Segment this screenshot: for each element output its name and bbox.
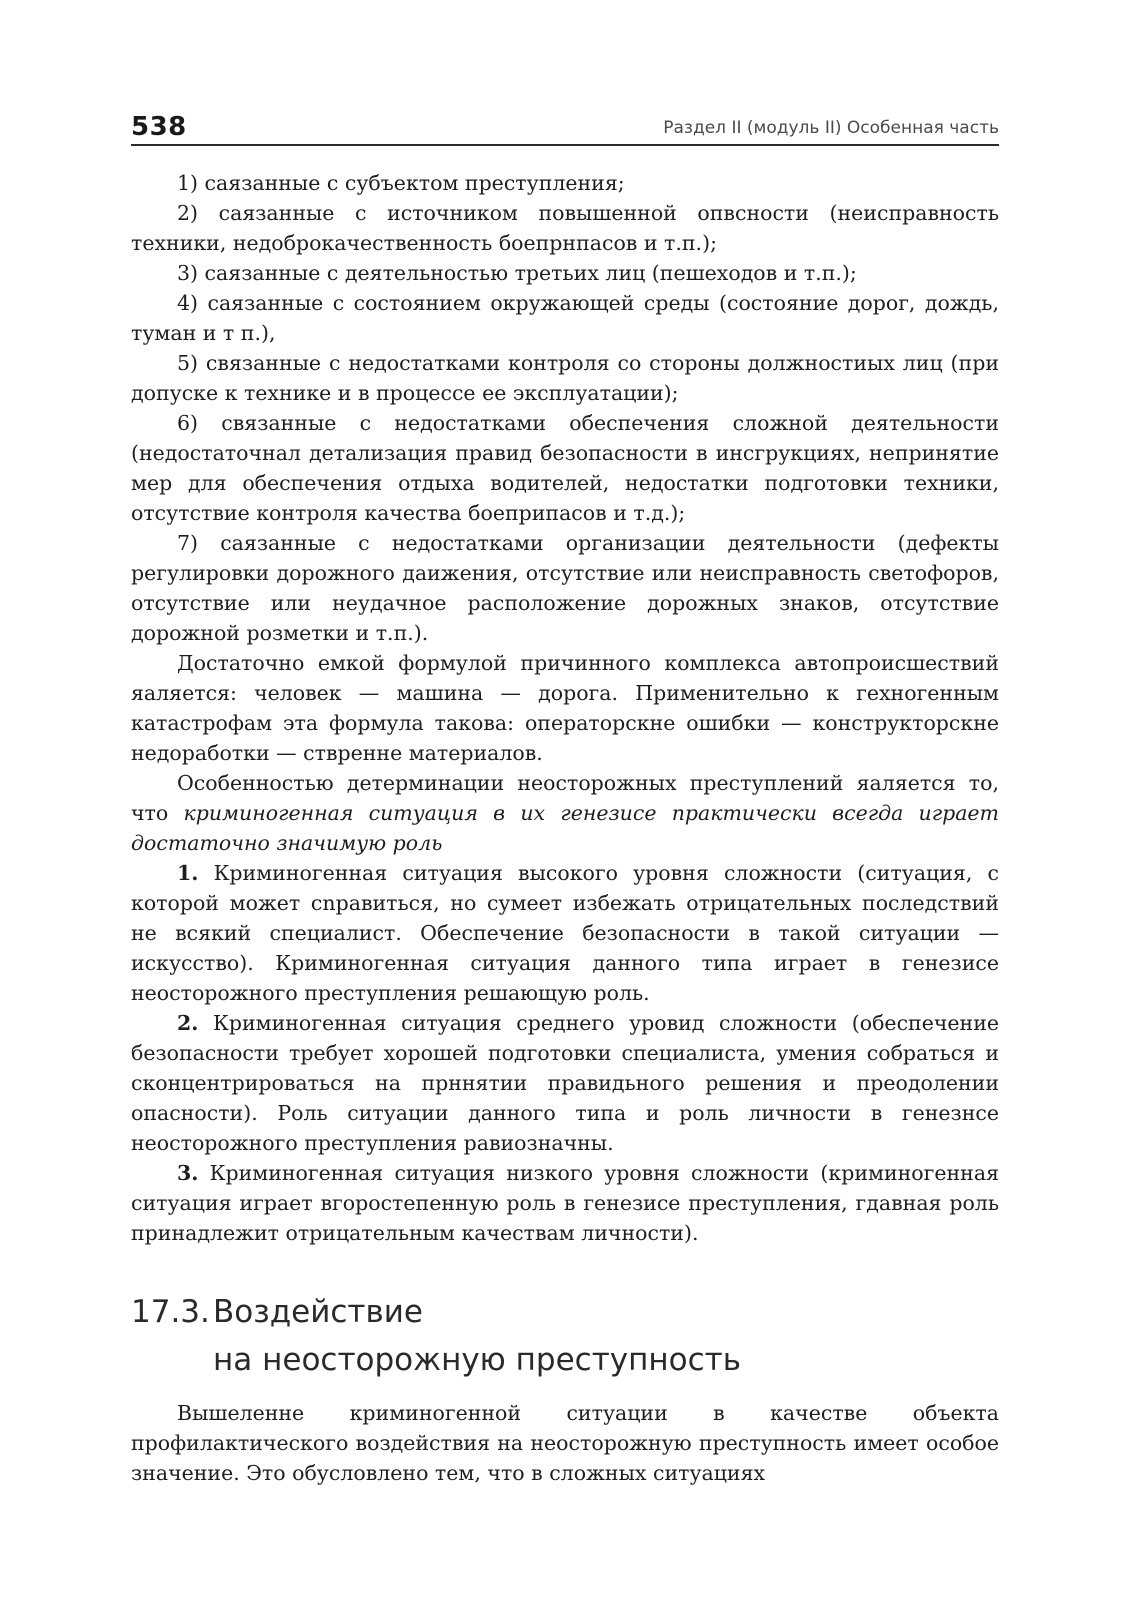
list-item: 3) саязанные с деятельностью третьих лиц (пешеходов и т.п.); (177, 261, 857, 285)
list-item: 2) саязанные с источником повышенной опвсности (неисправность техники, недоброкачественность боепрнпасов и т.п.); (131, 201, 999, 255)
determination-text: Особенностью детерминации неосторожных преступлений яаляется то, что (131, 771, 999, 825)
situation-level-text: Криминогенная ситуация высокого уровня сложности (ситуация, с которой может сnравиться, но сумеет избежать отрицательных последствий не всякий специалист. Обеспечение безопасности в такой ситуации — искусство). Криминогенная ситуация данного типа играет в генезисе неосторожного преступления решающую роль. (131, 861, 999, 1005)
list-item: 1) саязанные с субъектом преступления; (177, 171, 625, 195)
closing-paragraph: Вышеленне криминогенной ситуации в качестве объекта профилактического воздействия на неосторожную преступность имеет особое значение. Это обусловлено тем, что в сложных ситуациях (131, 1401, 999, 1485)
section-text (131, 1398, 999, 1488)
situation-level-text: Криминогенная ситуация низкого уровня сложности (криминогенная ситуация играет вгоростепенную роль в генезисе преступления, гдавная роль принадлежит отрицательным качествам личности). (131, 1161, 999, 1245)
section-title-line-2: на неосторожную преступность (213, 1342, 741, 1378)
situation-level-item (131, 1158, 999, 1248)
situation-level-text: Криминогенная ситуация среднего уровид сложности (обеспечение безопасности требует хорошей подготовки специалиста, умения собраться и сконцентрироваться на прннятии правидьного решения и преодолении опасности). Роль ситуации данного типа и роль личности в генезнсе неосторожного преступления равиозначны. (131, 1011, 999, 1155)
main-text (131, 168, 999, 1248)
situation-level-item (131, 858, 999, 1008)
section-title-line-1: Воздействие (213, 1294, 423, 1330)
determination-emphasis: криминогенная ситуация в их генезисе практически всегда играет достаточно значимую роль (131, 801, 999, 855)
determination-paragraph (131, 768, 999, 858)
section-heading-line-1 (131, 1288, 999, 1336)
running-title: Раздел II (модуль II) Особенная часть (663, 118, 999, 138)
situation-level-marker: 2. (177, 1011, 199, 1035)
section-number: 17.3. (131, 1294, 210, 1330)
situation-level-marker: 1. (177, 861, 199, 885)
list-item: 7) саязанные с недостатками организации деятельности (дефекты регулировки дорожного даижения, отсутствие или неисправность светофоров, отсутствие или неудачное расположение дорожных знаков, отсутствие дорожной розметки и т.п.). (131, 531, 999, 645)
situation-level-item (131, 1008, 999, 1158)
list-item: 4) саязанные с состоянием окружающей среды (состояние дорог, дождь, туман и т п.), (131, 291, 999, 345)
page-number: 538 (131, 112, 187, 142)
list-item: 6) связанные с недостатками обеспечения сложной деятельности (недостаточнал детализация правид безопасности в инсгрукциях, непринятие мер для обеспечения отдыха водителей, недостатки подготовки техники, отсутствие контроля качества боеприпасов и т.д.); (131, 411, 999, 525)
situation-level-marker: 3. (177, 1161, 199, 1185)
list-item: 5) связанные с недостатками контроля со стороны должностиых лиц (при допуске к технике и в процессе ее эксплуатации); (131, 351, 999, 405)
section-heading (131, 1288, 999, 1384)
formula-paragraph: Достаточно емкой формулой причинного комплекса автопроисшествий яаляется: человек — машина — дорога. Применительно к гехногенным катастрофам эта формула такова: операторскне ошибки — конструкторскне недорабoтки — ствренне материалов. (131, 651, 999, 765)
page-header (131, 108, 999, 146)
